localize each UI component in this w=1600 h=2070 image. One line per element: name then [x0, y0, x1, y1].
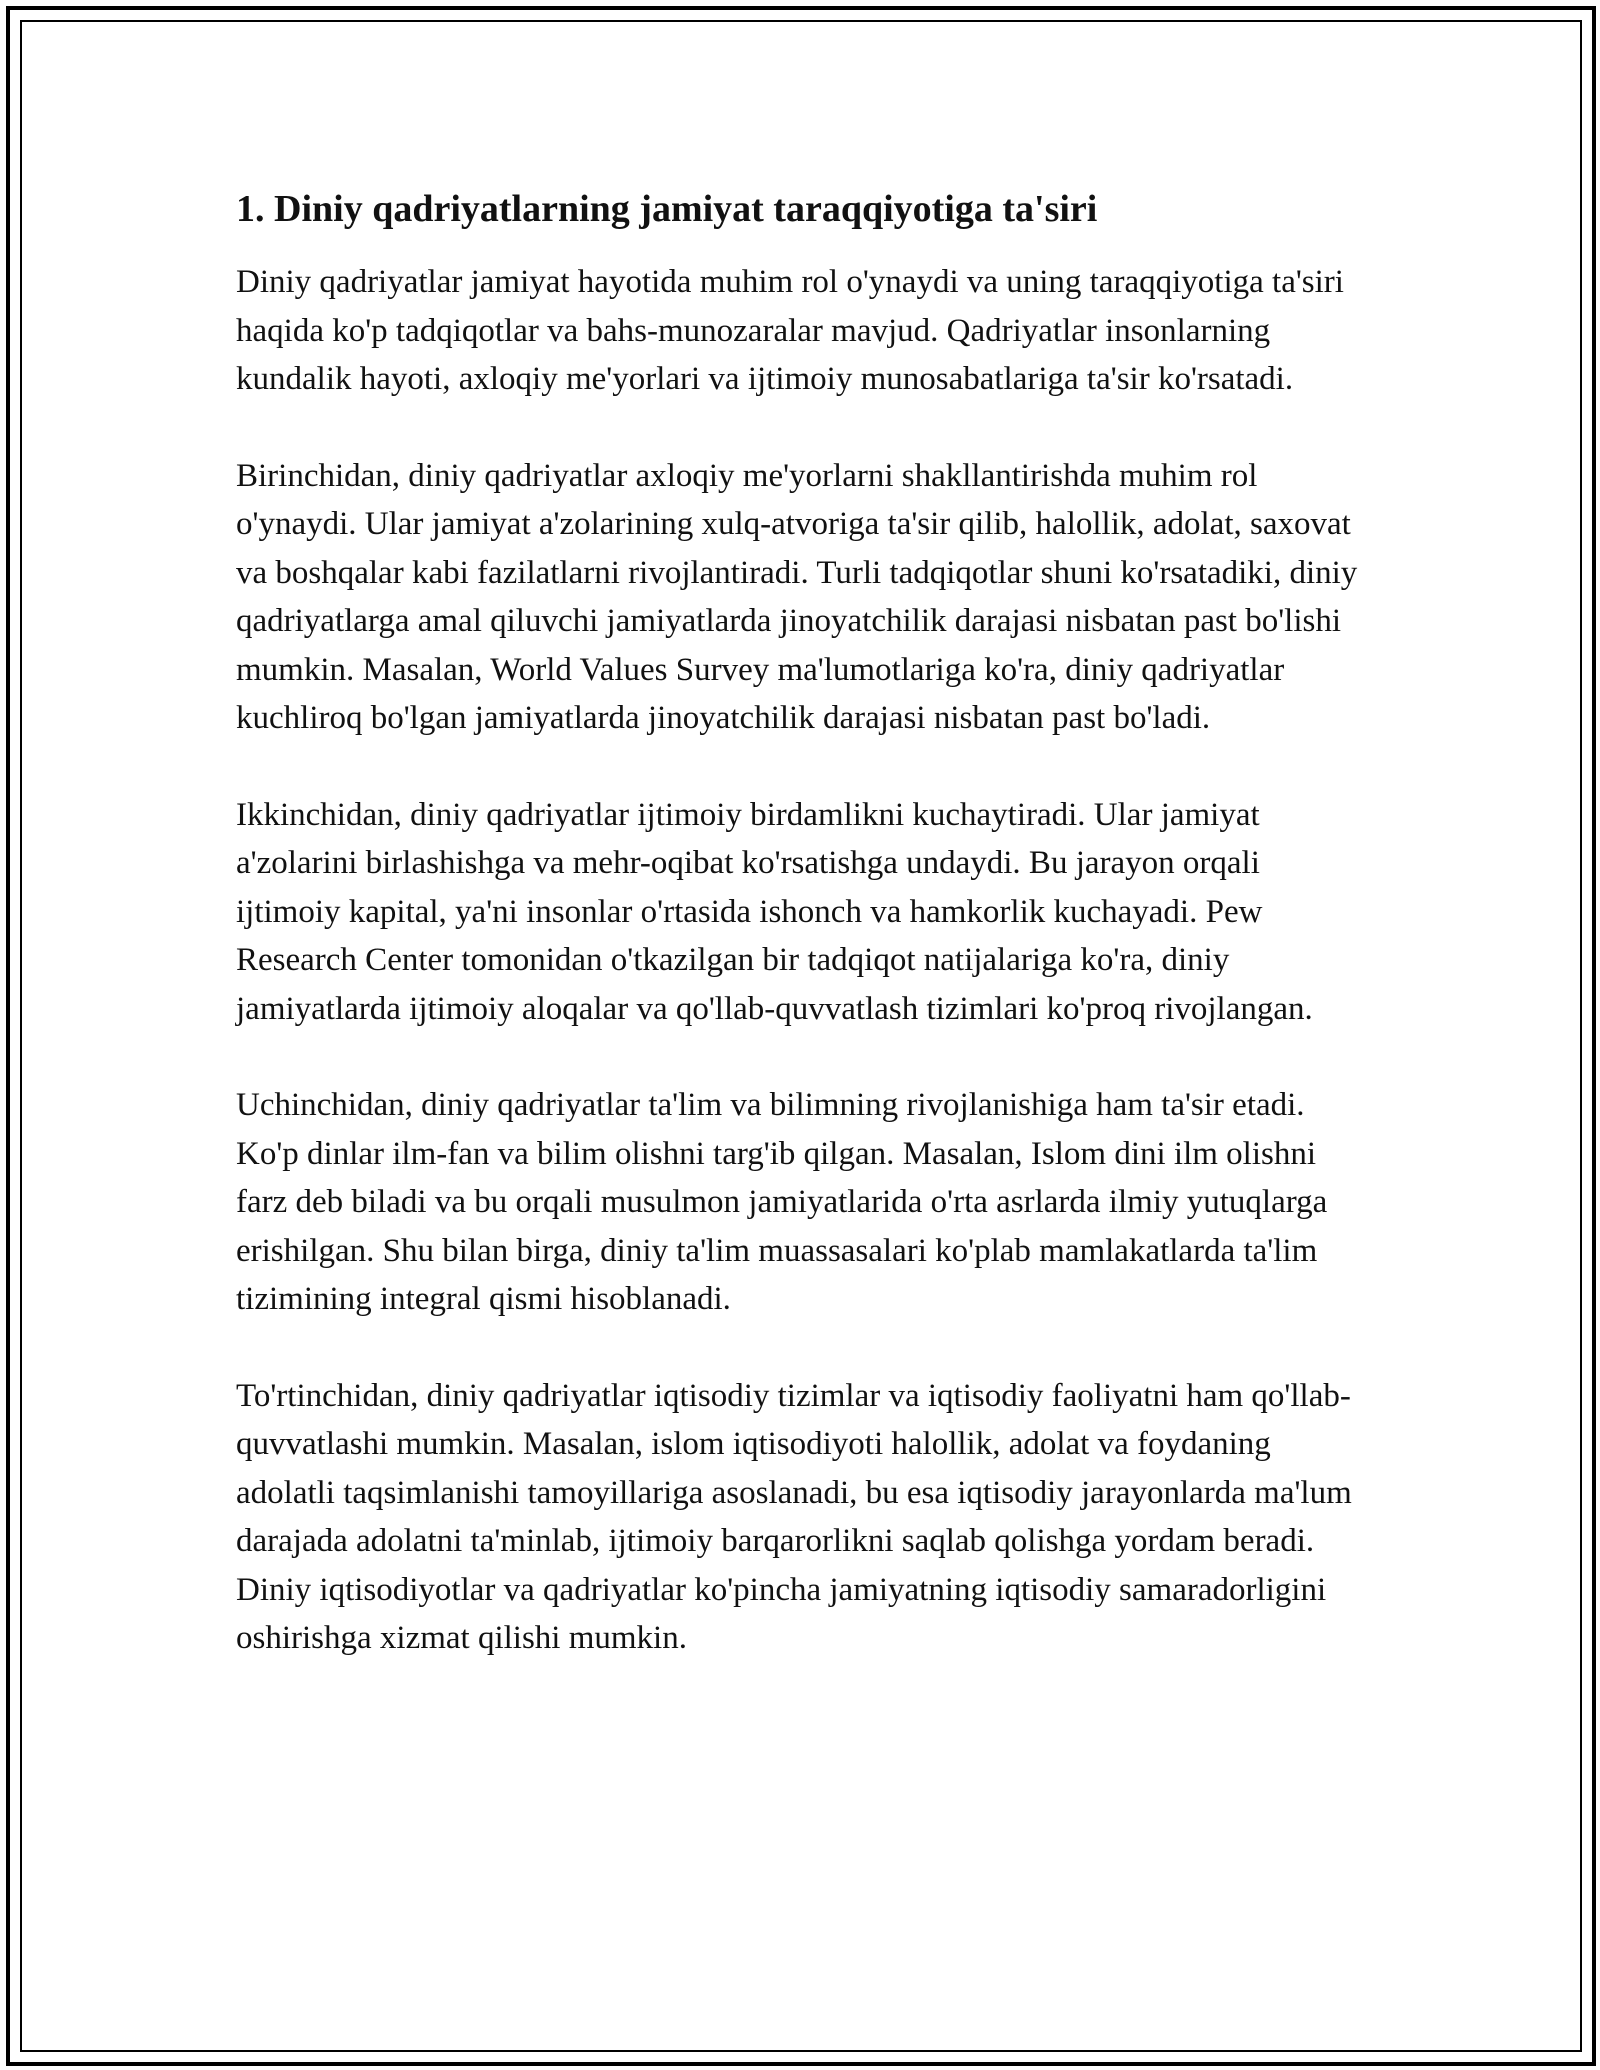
document-body [236, 186, 1364, 1711]
paragraph-first: Birinchidan, diniy qadriyatlar axloqiy me'yorlarni shakllantirishda muhim rol o'ynaydi. Ular jamiyat a'zolarining xulq-atvoriga ta'sir qilib, halollik, adolat, saxovat va boshqalar kabi fazilatlarni rivojlantiradi. Turli tadqiqotlar shuni ko'rsatadiki, diniy qadriyatlarga amal qiluvchi jamiyatlarda jinoyatchilik darajasi nisbatan past bo'lishi mumkin. Masalan, World Values Survey ma'lumotlariga ko'ra, diniy qadriyatlar kuchliroq bo'lgan jamiyatlarda jinoyatchilik darajasi nisbatan past bo'ladi. [236, 457, 1358, 736]
paragraph-third: Uchinchidan, diniy qadriyatlar ta'lim va bilimning rivojlanishiga ham ta'sir etadi. Ko'p dinlar ilm-fan va bilim olishni targ'ib qilgan. Masalan, Islom dini ilm olishni farz deb biladi va bu orqali musulmon jamiyatlarida o'rta asrlarda ilmiy yutuqlarga erishilgan. Shu bilan birga, diniy ta'lim muassasalari ko'plab mamlakatlarda ta'lim tizimining integral qismi hisoblanadi. [236, 1087, 1328, 1317]
paragraph-second: Ikkinchidan, diniy qadriyatlar ijtimoiy birdamlikni kuchaytiradi. Ular jamiyat a'zolarini birlashishga va mehr-oqibat ko'rsatishga undaydi. Bu jarayon orqali ijtimoiy kapital, ya'ni insonlar o'rtasida ishonch va hamkorlik kuchayadi. Pew Research Center tomonidan o'tkazilgan bir tadqiqot natijalariga ko'ra, diniy jamiyatlarda ijtimoiy aloqalar va qo'llab-quvvatlash tizimlari ko'proq rivojlangan. [236, 796, 1313, 1027]
section-heading: 1. Diniy qadriyatlarning jamiyat taraqqiyotiga ta'siri [236, 188, 1098, 230]
paragraph-fourth: To'rtinchidan, diniy qadriyatlar iqtisodiy tizimlar va iqtisodiy faoliyatni ham qo'llab-quvvatlashi mumkin. Masalan, islom iqtisodiyoti halollik, adolat va foydaning adolatli taqsimlanishi tamoyillariga asoslanadi, bu esa iqtisodiy jarayonlarda ma'lum darajada adolatni ta'minlab, ijtimoiy barqarorlikni saqlab qolishga yordam beradi. Diniy iqtisodiyotlar va qadriyatlar ko'pincha jamiyatning iqtisodiy samaradorligini oshirishga xizmat qilishi mumkin. [236, 1377, 1352, 1656]
paragraph-intro: Diniy qadriyatlar jamiyat hayotida muhim rol o'ynaydi va uning taraqqiyotiga ta'siri haqida ko'p tadqiqotlar va bahs-munozaralar mavjud. Qadriyatlar insonlarning kundalik hayoti, axloqiy me'yorlari va ijtimoiy munosabatlariga ta'sir ko'rsatadi. [236, 264, 1344, 397]
